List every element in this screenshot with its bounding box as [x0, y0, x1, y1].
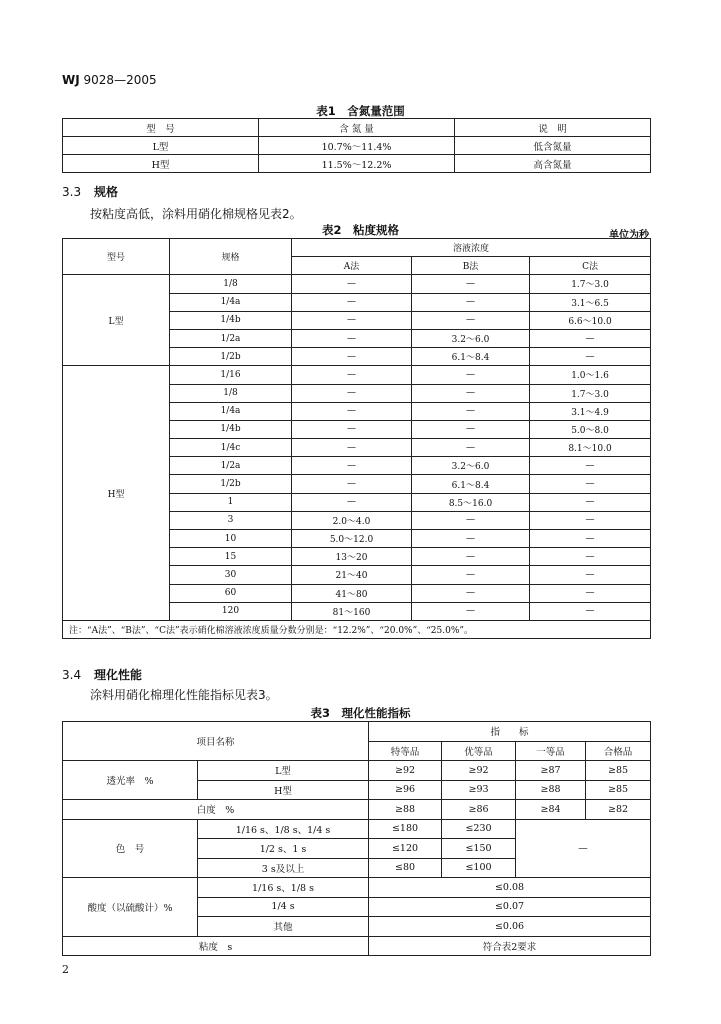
- table-cell: ≥88: [516, 780, 586, 800]
- viscosity-cell: —: [412, 566, 530, 584]
- table-cell: ≥92: [369, 761, 442, 781]
- viscosity-cell: 6.1～8.4: [412, 348, 530, 366]
- viscosity-cell: 3.1～6.5: [530, 293, 651, 311]
- section-number: 3.4: [62, 668, 82, 682]
- section-title: 理化性能: [94, 668, 143, 682]
- type-label: L型: [63, 275, 170, 366]
- section-3-4-text: 涂料用硝化棉理化性能指标见表3。: [90, 688, 278, 702]
- viscosity-cell: 13～20: [292, 548, 412, 566]
- viscosity-cell: 3.2～6.0: [412, 457, 530, 475]
- table-cell: ≥85: [586, 761, 651, 781]
- spec-cell: 10: [170, 530, 292, 548]
- table-cell: 其他: [198, 917, 369, 937]
- viscosity-cell: —: [412, 402, 530, 420]
- row-label: 色 号: [63, 819, 198, 878]
- table-row: [63, 366, 651, 384]
- table-cell: ≥96: [369, 780, 442, 800]
- viscosity-cell: 3.1～4.9: [530, 402, 651, 420]
- table-cell: H型: [198, 780, 369, 800]
- table-row: [63, 155, 651, 173]
- viscosity-cell: 1.7～3.0: [530, 384, 651, 402]
- row-label: 白度 %: [63, 800, 369, 820]
- table-note: 注：“A法”、“B法”、“C法”表示硝化棉溶液浓度质量分数分别是：“12.2%”、“20.0%”、“25.0%”。: [63, 620, 651, 638]
- table-cell: 3 s及以上: [198, 858, 369, 878]
- table2-unit: 单位为秒: [609, 230, 649, 241]
- viscosity-cell: 5.0～12.0: [292, 530, 412, 548]
- spec-cell: 1/4b: [170, 420, 292, 438]
- table-cell: H型: [63, 155, 259, 173]
- table-row: [63, 936, 651, 956]
- viscosity-cell: 6.1～8.4: [412, 475, 530, 493]
- table-cell: 10.7%～11.4%: [259, 137, 455, 155]
- spec-cell: 1/4c: [170, 439, 292, 457]
- header-cell: 指 标: [369, 722, 651, 742]
- spec-cell: 1: [170, 493, 292, 511]
- doc-header: [62, 73, 157, 87]
- table-cell: ≥86: [442, 800, 516, 820]
- viscosity-cell: —: [292, 329, 412, 347]
- viscosity-cell: —: [530, 329, 651, 347]
- table-cell: ≥82: [586, 800, 651, 820]
- viscosity-cell: 6.6～10.0: [530, 311, 651, 329]
- header-cell: 型号: [63, 239, 170, 275]
- table-cell: ≤120: [369, 839, 442, 859]
- physicochemical-table: [62, 721, 651, 956]
- viscosity-cell: —: [292, 457, 412, 475]
- table-cell: ≤0.06: [369, 917, 651, 937]
- spec-cell: 15: [170, 548, 292, 566]
- spec-cell: 60: [170, 584, 292, 602]
- nitrogen-content-table: [62, 118, 651, 173]
- viscosity-cell: —: [292, 439, 412, 457]
- header-cell: 含 氮 量: [259, 119, 455, 137]
- viscosity-cell: —: [412, 384, 530, 402]
- viscosity-cell: 2.0～4.0: [292, 511, 412, 529]
- viscosity-cell: 81～160: [292, 602, 412, 620]
- viscosity-cell: 21～40: [292, 566, 412, 584]
- spec-cell: 1/4a: [170, 293, 292, 311]
- viscosity-cell: —: [530, 348, 651, 366]
- table-cell: ≤180: [369, 819, 442, 839]
- table-row: [63, 819, 651, 839]
- viscosity-cell: —: [412, 420, 530, 438]
- standard-code: 9028—2005: [83, 73, 157, 87]
- table-cell: ≥92: [442, 761, 516, 781]
- viscosity-cell: —: [412, 439, 530, 457]
- viscosity-cell: —: [412, 602, 530, 620]
- spec-cell: 1/2a: [170, 329, 292, 347]
- spec-cell: 1/4b: [170, 311, 292, 329]
- table-cell: 1/4 s: [198, 897, 369, 917]
- table-cell: ≤150: [442, 839, 516, 859]
- header-cell: 项目名称: [63, 722, 369, 761]
- viscosity-cell: —: [412, 293, 530, 311]
- viscosity-cell: —: [412, 366, 530, 384]
- viscosity-cell: 41～80: [292, 584, 412, 602]
- viscosity-cell: —: [292, 402, 412, 420]
- table-row: [63, 137, 651, 155]
- table-row: [63, 239, 651, 257]
- table-cell: ≥87: [516, 761, 586, 781]
- table-cell: 11.5%～12.2%: [259, 155, 455, 173]
- table-row: [63, 620, 651, 638]
- viscosity-cell: —: [292, 384, 412, 402]
- viscosity-cell: 3.2～6.0: [412, 329, 530, 347]
- table-row: [63, 878, 651, 898]
- row-label: 透光率 %: [63, 761, 198, 800]
- viscosity-cell: —: [530, 511, 651, 529]
- table-cell: 低含氮量: [455, 137, 651, 155]
- table-cell: ≤0.07: [369, 897, 651, 917]
- table-cell: ≥93: [442, 780, 516, 800]
- section-3-4-heading: [62, 666, 142, 683]
- viscosity-cell: —: [292, 493, 412, 511]
- viscosity-cell: —: [412, 584, 530, 602]
- row-label: 酸度（以硫酸计）%: [63, 878, 198, 937]
- spec-cell: 1/4a: [170, 402, 292, 420]
- table-cell: L型: [63, 137, 259, 155]
- table2-caption: 表2 粘度规格: [321, 223, 399, 237]
- viscosity-cell: —: [292, 311, 412, 329]
- viscosity-cell: —: [412, 311, 530, 329]
- header-cell: 溶液浓度: [292, 239, 651, 257]
- grade-header: 优等品: [442, 741, 516, 761]
- spec-cell: 1/16: [170, 366, 292, 384]
- spec-cell: 1/8: [170, 275, 292, 293]
- viscosity-cell: 8.1～10.0: [530, 439, 651, 457]
- viscosity-cell: —: [412, 511, 530, 529]
- table-row: [63, 119, 651, 137]
- viscosity-cell: 1.0～1.6: [530, 366, 651, 384]
- viscosity-cell: —: [292, 420, 412, 438]
- spec-cell: 1/8: [170, 384, 292, 402]
- table-cell: 1/16 s、1/8 s: [198, 878, 369, 898]
- page-number: 2: [62, 963, 69, 976]
- viscosity-cell: —: [292, 348, 412, 366]
- table-cell: ≥88: [369, 800, 442, 820]
- header-cell: 说 明: [455, 119, 651, 137]
- grade-header: 特等品: [369, 741, 442, 761]
- viscosity-cell: —: [530, 584, 651, 602]
- viscosity-cell: —: [292, 366, 412, 384]
- viscosity-cell: —: [530, 566, 651, 584]
- viscosity-cell: 1.7～3.0: [530, 275, 651, 293]
- section-3-3-heading: [62, 183, 118, 200]
- spec-cell: 3: [170, 511, 292, 529]
- table-cell: ≤0.08: [369, 878, 651, 898]
- header-cell: C法: [530, 257, 651, 275]
- table-cell: ≤80: [369, 858, 442, 878]
- viscosity-cell: —: [292, 275, 412, 293]
- section-3-3-text: 按粘度高低，涂料用硝化棉规格见表2。: [90, 207, 302, 221]
- table-cell: —: [516, 819, 651, 878]
- table-row: [63, 722, 651, 742]
- spec-cell: 120: [170, 602, 292, 620]
- table-row: [63, 800, 651, 820]
- viscosity-cell: —: [530, 530, 651, 548]
- table-row: [63, 761, 651, 781]
- viscosity-spec-table: [62, 238, 651, 639]
- table-cell: ≥84: [516, 800, 586, 820]
- type-label: H型: [63, 366, 170, 621]
- table-cell: ≤100: [442, 858, 516, 878]
- viscosity-cell: 8.5～16.0: [412, 493, 530, 511]
- table3-caption: 表3 理化性能指标: [310, 706, 411, 720]
- viscosity-cell: 5.0～8.0: [530, 420, 651, 438]
- header-cell: 型 号: [63, 119, 259, 137]
- section-title: 规格: [94, 185, 119, 199]
- viscosity-cell: —: [530, 457, 651, 475]
- section-number: 3.3: [62, 185, 82, 199]
- viscosity-cell: —: [530, 548, 651, 566]
- table-cell: 符合表2要求: [369, 936, 651, 956]
- header-cell: B法: [412, 257, 530, 275]
- table-cell: L型: [198, 761, 369, 781]
- spec-cell: 1/2a: [170, 457, 292, 475]
- table-cell: 1/2 s、1 s: [198, 839, 369, 859]
- spec-cell: 1/2b: [170, 348, 292, 366]
- table-row: [63, 275, 651, 293]
- table-cell: 高含氮量: [455, 155, 651, 173]
- table-cell: 1/16 s、1/8 s、1/4 s: [198, 819, 369, 839]
- viscosity-cell: —: [412, 275, 530, 293]
- standard-prefix: WJ: [62, 73, 80, 87]
- viscosity-cell: —: [292, 293, 412, 311]
- viscosity-cell: —: [530, 493, 651, 511]
- grade-header: 合格品: [586, 741, 651, 761]
- header-cell: 规格: [170, 239, 292, 275]
- viscosity-cell: —: [412, 530, 530, 548]
- viscosity-cell: —: [530, 475, 651, 493]
- header-cell: A法: [292, 257, 412, 275]
- spec-cell: 1/2b: [170, 475, 292, 493]
- table-cell: ≥85: [586, 780, 651, 800]
- spec-cell: 30: [170, 566, 292, 584]
- grade-header: 一等品: [516, 741, 586, 761]
- viscosity-cell: —: [412, 548, 530, 566]
- viscosity-cell: —: [292, 475, 412, 493]
- table-cell: ≤230: [442, 819, 516, 839]
- viscosity-cell: —: [530, 602, 651, 620]
- table1-caption: 表1 含氮量范围: [316, 104, 405, 118]
- row-label: 粘度 s: [63, 936, 369, 956]
